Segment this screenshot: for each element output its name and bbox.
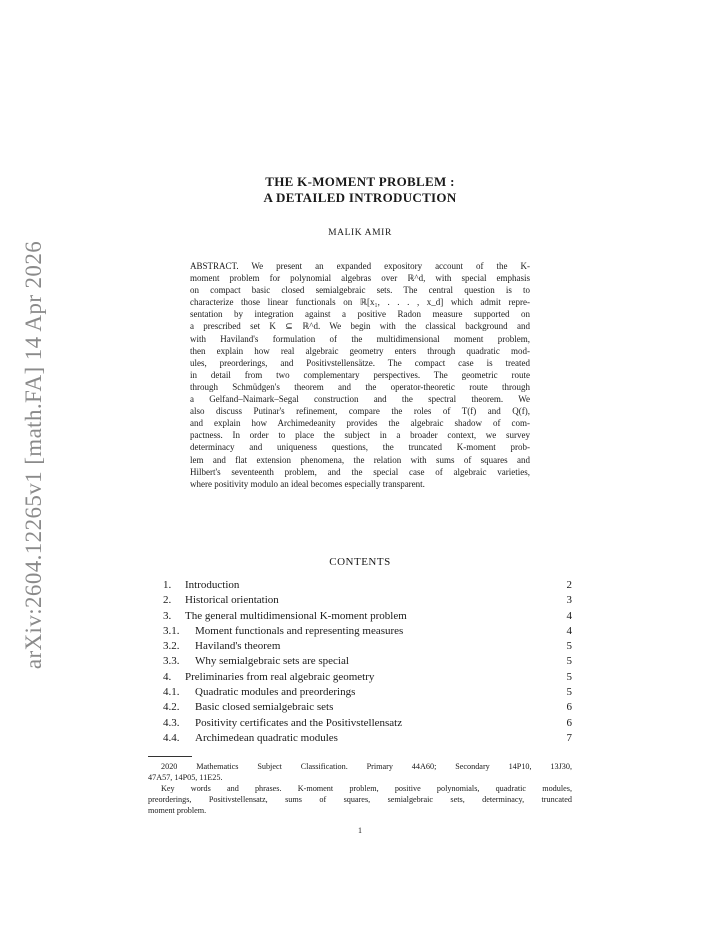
toc-entry-number: 2. [163, 594, 172, 607]
toc-entry-number: 1. [163, 579, 172, 591]
keywords-line-1: Key words and phrases. K-moment problem, positive polynomials, quadratic modules, [161, 784, 572, 793]
toc-entry-number: 4.3. [163, 716, 180, 729]
abstract-line: with Haviland's formulation of the multidimensional moment problem, [190, 333, 530, 344]
toc-entry[interactable] [163, 700, 572, 715]
arxiv-identifier-stamp [12, 240, 56, 670]
toc-entry-number: 3. [163, 609, 172, 622]
abstract-line: also discuss Putinar's refinement, compare the roles of T(f) and Q(f), [190, 406, 530, 417]
title-line-1: THE K-MOMENT PROBLEM : [265, 174, 455, 189]
toc-entry-page: 6 [566, 716, 572, 729]
toc-entry[interactable] [163, 624, 572, 639]
toc-entry[interactable] [163, 716, 572, 731]
toc-entry-page: 3 [566, 594, 572, 607]
toc-entry-label: Preliminaries from real algebraic geometry [185, 670, 375, 683]
toc-entry-page: 7 [566, 731, 572, 744]
abstract-line: where positivity modulo an ideal becomes especially transparent. [190, 478, 425, 489]
abstract-line: sentation by integration against a positive Radon measure supported on [190, 309, 530, 320]
abstract-line: then explain how real algebraic geometry enters through quadratic mod- [190, 345, 530, 356]
toc-entry-label: Haviland's theorem [195, 640, 281, 653]
footnotes [148, 761, 572, 816]
toc-entry-label: Quadratic modules and preorderings [195, 686, 356, 699]
toc-entry-page: 5 [566, 655, 572, 668]
abstract-line: in detail from two complementary perspectives. The geometric route [190, 369, 530, 380]
msc-line-2: 47A57, 14P05, 11E25. [148, 773, 223, 782]
footnote-rule [148, 756, 192, 757]
abstract-line: ules, preorderings, and Positivstellensätze. The compact case is treated [190, 357, 530, 368]
abstract-block [190, 260, 530, 490]
title-line-2: A DETAILED INTRODUCTION [263, 190, 457, 205]
toc-entry-label: Basic closed semialgebraic sets [195, 701, 334, 714]
toc-entry-number: 3.2. [163, 640, 180, 653]
author-name: MALIK AMIR [328, 228, 392, 238]
toc-entry-number: 4.1. [163, 686, 180, 699]
toc-entry-page: 6 [566, 701, 572, 714]
abstract-line: characterize those linear functionals on ℝ[x₁, . . . , x_d] which admit repre- [190, 297, 530, 308]
table-of-contents [163, 578, 572, 746]
toc-entry-number: 4.2. [163, 701, 180, 714]
toc-entry[interactable] [163, 685, 572, 700]
abstract-line: determinacy and uniqueness questions, the truncated K-moment prob- [190, 442, 530, 453]
arxiv-id-text: arXiv:2604.12265v1 [math.FA] 14 Apr 2026 [21, 240, 47, 670]
abstract-line: a Gelfand–Naimark–Segal construction and the spectral theorem. We [190, 394, 530, 405]
toc-entry[interactable] [163, 593, 572, 608]
msc-line-1: 2020 Mathematics Subject Classification. Primary 44A60; Secondary 14P10, 13J30, [161, 762, 572, 771]
abstract-line: through Schmüdgen's theorem and the operator-theoretic route through [190, 381, 530, 392]
contents-heading: CONTENTS [329, 556, 391, 568]
toc-entry-label: Moment functionals and representing measures [195, 624, 404, 637]
toc-entry-label: The general multidimensional K-moment problem [185, 609, 407, 622]
toc-entry-number: 4. [163, 670, 172, 683]
abstract-line: on compact basic closed semialgebraic sets. The central question is to [190, 285, 530, 296]
toc-entry-page: 2 [566, 579, 572, 591]
toc-entry[interactable] [163, 670, 572, 685]
keywords-line-2: preorderings, Positivstellensatz, sums of squares, semialgebraic sets, determinacy, truncated [148, 795, 572, 804]
toc-entry-number: 3.1. [163, 624, 180, 637]
toc-entry-number: 4.4. [163, 731, 180, 744]
toc-entry-number: 3.3. [163, 655, 180, 668]
toc-entry-label: Archimedean quadratic modules [195, 731, 338, 744]
abstract-line: a prescribed set K ⊆ ℝ^d. We begin with the classical background and [190, 321, 530, 332]
abstract-line: moment problem for polynomial algebras over ℝ^d, with special emphasis [190, 273, 530, 284]
toc-entry-page: 5 [566, 640, 572, 653]
toc-entry[interactable] [163, 578, 572, 593]
toc-entry-label: Historical orientation [185, 594, 279, 607]
toc-entry[interactable] [163, 654, 572, 669]
page-number: 1 [358, 826, 362, 835]
paper-title [0, 174, 720, 206]
abstract-line: pactness. In order to place the subject in a broader context, we survey [190, 430, 530, 441]
toc-entry[interactable] [163, 639, 572, 654]
toc-entry-label: Positivity certificates and the Positivstellensatz [195, 716, 403, 729]
keywords-line-3: moment problem. [148, 806, 207, 815]
toc-entry-page: 4 [566, 624, 572, 637]
toc-entry-label: Introduction [185, 579, 240, 591]
abstract-line: and explain how Archimedeanity provides the algebraic shadow of com- [190, 418, 530, 429]
toc-entry-label: Why semialgebraic sets are special [195, 655, 349, 668]
abstract-line: lem and flat extension phenomena, the relation with sums of squares and [190, 454, 530, 465]
abstract-line: ABSTRACT. We present an expanded expository account of the K- [190, 261, 530, 271]
toc-entry[interactable] [163, 731, 572, 746]
toc-entry-page: 4 [566, 609, 572, 622]
toc-entry-page: 5 [566, 670, 572, 683]
toc-entry[interactable] [163, 609, 572, 624]
toc-entry-page: 5 [566, 686, 572, 699]
abstract-line: Hilbert's seventeenth problem, and the special case of algebraic varieties, [190, 466, 530, 477]
